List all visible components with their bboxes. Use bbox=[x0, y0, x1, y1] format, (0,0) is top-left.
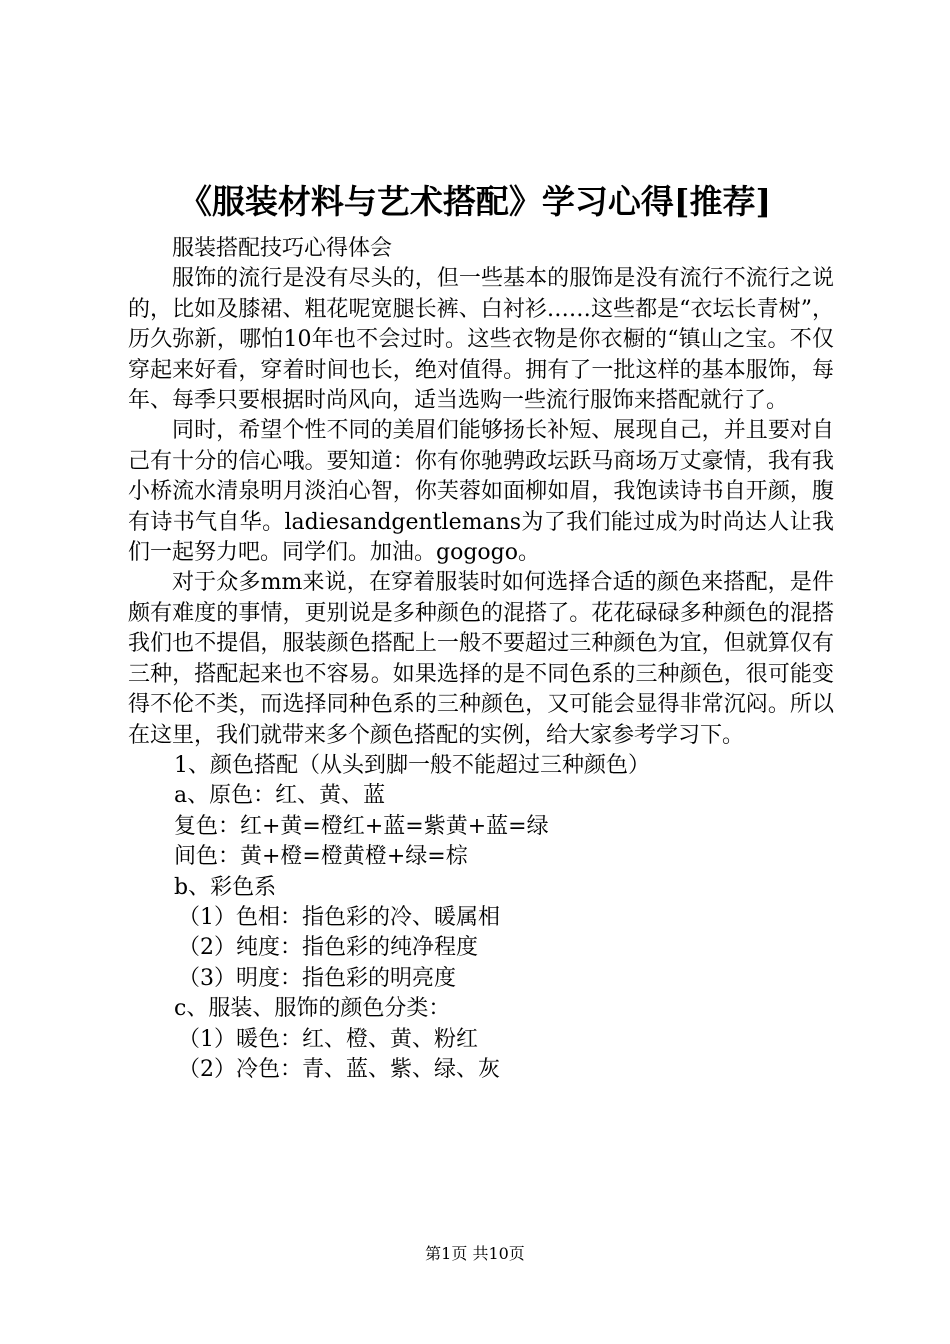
paragraph: 同时，希望个性不同的美眉们能够扬长补短、展现自己，并且要对自己有十分的信心哦。要知道：你有你驰骋政坛跃马商场万丈豪情，我有我小桥流水清泉明月淡泊心智，你芙蓉如面柳如眉，我饱读诗书自开颜，腹有诗书气自华。ladiesandgentlemans为了我们能过成为时尚达人让我们一起努力吧。同学们。加油。gogogo。 bbox=[128, 418, 834, 566]
list-item: a、原色：红、黄、蓝 bbox=[174, 783, 386, 809]
document-title: 《服装材料与艺术搭配》学习心得[推荐] bbox=[178, 182, 772, 221]
list-item: （2）纯度：指色彩的纯净程度 bbox=[178, 935, 478, 961]
page-footer: 第1页 共10页 bbox=[425, 1244, 525, 1263]
list-item: （3）明度：指色彩的明亮度 bbox=[178, 965, 456, 991]
document-subtitle: 服装搭配技巧心得体会 bbox=[172, 236, 393, 261]
list-item: （1）暖色：红、橙、黄、粉红 bbox=[178, 1026, 478, 1052]
paragraph: 对于众多mm来说，在穿着服装时如何选择合适的颜色来搭配，是件颇有难度的事情，更别说是多种颜色的混搭了。花花碌碌多种颜色的混搭我们也不提倡，服装颜色搭配上一般不要超过三种颜色为宜，但就算仅有三种，搭配起来也不容易。如果选择的是不同色系的三种颜色，很可能变得不伦不类，而选择同种色系的三种颜色，又可能会显得非常沉闷。所以在这里，我们就带来多个颜色搭配的实例，给大家参考学习下。 bbox=[128, 570, 834, 748]
list-item: c、服装、服饰的颜色分类： bbox=[174, 996, 451, 1022]
paragraph: 服饰的流行是没有尽头的，但一些基本的服饰是没有流行不流行之说的，比如及膝裙、粗花呢宽腿长裤、白衬衫……这些都是“衣坛长青树”，历久弥新，哪怕10年也不会过时。这些衣物是你衣橱的“镇山之宝。不仅穿起来好看，穿着时间也长，绝对值得。拥有了一批这样的基本服饰，每年、每季只要根据时尚风向，适当选购一些流行服饰来搭配就行了。 bbox=[128, 266, 834, 414]
list-item: 复色：红+黄=橙红+蓝=紫黄+蓝=绿 bbox=[174, 813, 549, 839]
document-body bbox=[128, 234, 834, 1085]
list-item: 1、颜色搭配（从头到脚一般不能超过三种颜色） bbox=[174, 752, 650, 778]
list-item: b、彩色系 bbox=[174, 874, 277, 900]
list-item: （1）色相：指色彩的冷、暖属相 bbox=[178, 904, 500, 930]
list-item: 间色：黄+橙=橙黄橙+绿=棕 bbox=[174, 844, 468, 870]
list-item: （2）冷色：青、蓝、紫、绿、灰 bbox=[178, 1056, 500, 1082]
